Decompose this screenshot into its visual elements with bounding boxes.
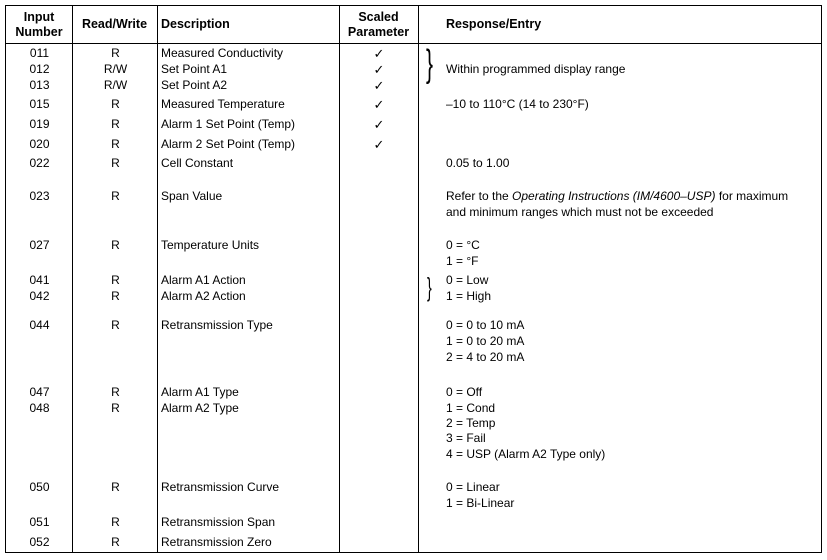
description: Retransmission Type <box>161 318 273 332</box>
response-option: 3 = Fail <box>446 431 486 445</box>
read-write: R <box>111 318 120 332</box>
response-option: 2 = 4 to 20 mA <box>446 350 525 364</box>
scaled-check-icon: ✓ <box>373 78 385 93</box>
response-display-range: Within programmed display range <box>446 62 626 76</box>
response-temp-range: –10 to 110°C (14 to 230°F) <box>446 97 589 111</box>
input-number: 050 <box>29 480 50 494</box>
description: Measured Temperature <box>161 97 285 111</box>
input-number: 052 <box>29 535 50 549</box>
read-write: R <box>111 97 120 111</box>
parameter-table <box>5 5 822 553</box>
description: Alarm 2 Set Point (Temp) <box>161 137 296 151</box>
header-scaled-parameter: Scaled Parameter <box>347 9 410 39</box>
description: Alarm A1 Action <box>161 273 246 287</box>
header-divider <box>6 43 821 44</box>
read-write: R <box>111 480 120 494</box>
scaled-check-icon: ✓ <box>373 62 385 77</box>
description: Alarm A2 Type <box>161 401 239 415</box>
description: Alarm A2 Action <box>161 289 246 303</box>
header-read-write: Read/Write <box>81 17 148 31</box>
description: Measured Conductivity <box>161 46 284 60</box>
response-option: 2 = Temp <box>446 416 496 430</box>
input-number: 048 <box>29 401 50 415</box>
read-write: R <box>111 189 120 203</box>
response-option: 0 = Linear <box>446 480 500 494</box>
input-number: 044 <box>29 318 50 332</box>
description: Span Value <box>161 189 223 203</box>
response-option: 1 = °F <box>446 254 479 268</box>
description: Alarm A1 Type <box>161 385 239 399</box>
input-number: 042 <box>29 289 50 303</box>
brace-icon: } <box>426 43 433 85</box>
read-write: R <box>111 117 120 131</box>
input-number: 051 <box>29 515 50 529</box>
read-write: R <box>111 273 120 287</box>
input-number: 027 <box>29 238 50 252</box>
input-number: 011 <box>29 46 50 60</box>
response-cell-constant: 0.05 to 1.00 <box>446 156 510 170</box>
header-response-entry: Response/Entry <box>446 17 542 31</box>
read-write: R/W <box>103 62 128 76</box>
read-write: R <box>111 238 120 252</box>
response-option: 1 = High <box>446 289 492 303</box>
input-number: 023 <box>29 189 50 203</box>
input-number: 020 <box>29 137 50 151</box>
response-option: 0 = 0 to 10 mA <box>446 318 525 332</box>
description: Temperature Units <box>161 238 260 252</box>
input-number: 012 <box>29 62 50 76</box>
description: Set Point A2 <box>161 78 228 92</box>
description: Retransmission Span <box>161 515 276 529</box>
input-number: 041 <box>29 273 50 287</box>
response-span-value <box>446 189 788 204</box>
description: Retransmission Curve <box>161 480 280 494</box>
response-option: 0 = Off <box>446 385 483 399</box>
response-span-line2: and minimum ranges which must not be exceeded <box>446 205 714 219</box>
response-option: 1 = Bi-Linear <box>446 496 515 510</box>
read-write: R <box>111 156 120 170</box>
header-input-number: Input Number <box>15 9 63 39</box>
input-number: 047 <box>29 385 50 399</box>
description: Alarm 1 Set Point (Temp) <box>161 117 296 131</box>
read-write: R <box>111 137 120 151</box>
read-write: R <box>111 401 120 415</box>
description: Retransmission Zero <box>161 535 272 549</box>
input-number: 019 <box>29 117 50 131</box>
read-write: R <box>111 515 120 529</box>
span-prefix: Refer to the <box>446 189 513 203</box>
read-write: R <box>111 535 120 549</box>
manual-reference: Operating Instructions (IM/4600–USP) <box>512 189 716 203</box>
input-number: 013 <box>29 78 50 92</box>
description: Cell Constant <box>161 156 234 170</box>
scaled-check-icon: ✓ <box>373 97 385 112</box>
header-description: Description <box>161 17 230 31</box>
response-option: 4 = USP (Alarm A2 Type only) <box>446 447 606 461</box>
response-option: 0 = °C <box>446 238 480 252</box>
read-write: R <box>111 289 120 303</box>
description: Set Point A1 <box>161 62 228 76</box>
scaled-check-icon: ✓ <box>373 137 385 152</box>
read-write: R/W <box>103 78 128 92</box>
scaled-check-icon: ✓ <box>373 46 385 61</box>
read-write: R <box>111 385 120 399</box>
scaled-check-icon: ✓ <box>373 117 385 132</box>
input-number: 015 <box>29 97 50 111</box>
response-option: 0 = Low <box>446 273 489 287</box>
span-suffix: for maximum <box>715 189 789 203</box>
brace-icon: } <box>427 272 432 302</box>
response-option: 1 = 0 to 20 mA <box>446 334 525 348</box>
read-write: R <box>111 46 120 60</box>
input-number: 022 <box>29 156 50 170</box>
response-option: 1 = Cond <box>446 401 496 415</box>
